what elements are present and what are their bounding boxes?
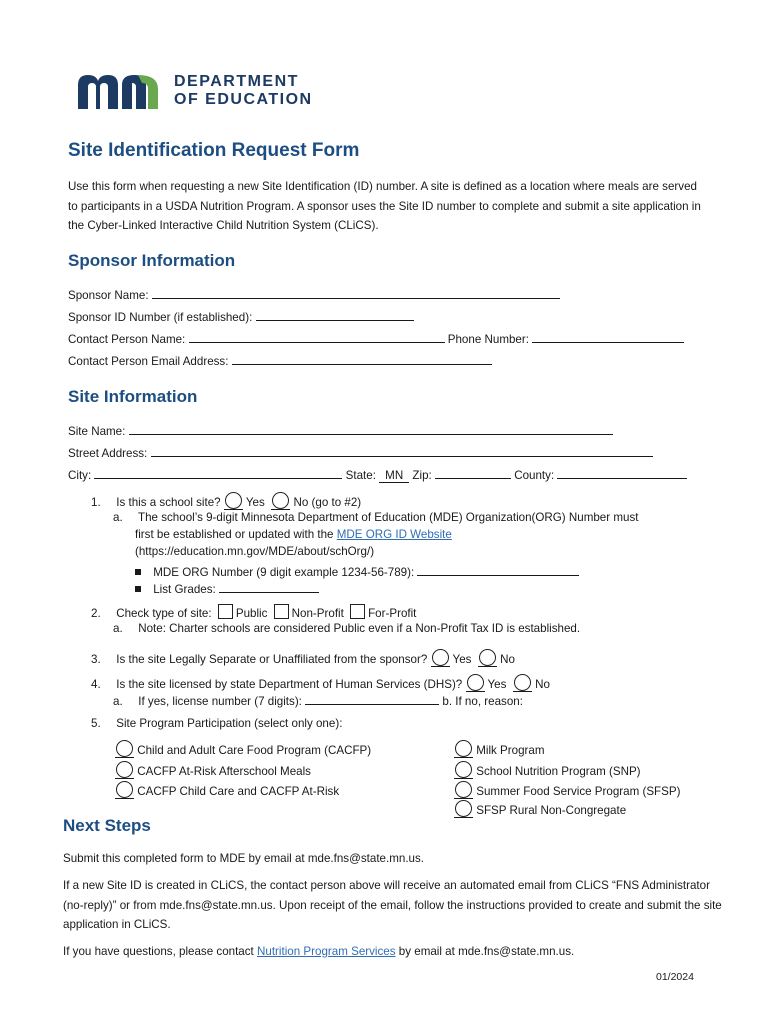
q5-row — [91, 717, 342, 730]
site-name-label: Site Name: — [68, 425, 126, 438]
cacfp-atrisk-label: CACFP At-Risk Afterschool Meals — [137, 765, 311, 778]
q1-no-label: No (go to #2) — [293, 496, 362, 509]
program-option — [115, 740, 371, 758]
contact-name-label: Contact Person Name: — [68, 333, 186, 346]
state-field[interactable]: MN — [379, 469, 409, 483]
program-option — [454, 740, 545, 758]
q1a-row3 — [135, 545, 374, 558]
next-p2: If a new Site ID is created in CLiCS, the contact person above will receive an automated email from CLiCS “FNS Administrator (no-reply)” or from mde.fns@state.mn.us. Upon receipt of the email, follow the instructions provided to create and submit the site application in CLiCS. — [63, 879, 722, 931]
program-option — [454, 781, 680, 799]
q1-yes-radio[interactable] — [225, 492, 242, 509]
q1-bullet2-row — [135, 580, 319, 596]
program-option — [115, 781, 339, 799]
q1a-row — [113, 511, 638, 524]
q1-text: Is this a school site? — [116, 496, 221, 509]
q4a-letter: a. — [113, 695, 123, 708]
reason-label: b. If no, reason: — [442, 695, 523, 708]
q2a-text: Note: Charter schools are considered Public even if a Non-Profit Tax ID is established. — [138, 622, 581, 635]
street-label: Street Address: — [68, 447, 148, 460]
q4-yes-label: Yes — [487, 678, 507, 691]
sponsor-name-field[interactable] — [152, 286, 560, 299]
public-checkbox[interactable] — [218, 604, 233, 619]
snp-radio[interactable] — [455, 761, 472, 778]
city-row — [68, 466, 687, 483]
city-field[interactable] — [94, 466, 342, 479]
sponsor-heading: Sponsor Information — [68, 251, 236, 270]
contact-email-row — [68, 352, 492, 368]
q2-number: 2. — [91, 607, 101, 620]
q4-no-label: No — [535, 678, 550, 691]
q5-text: Site Program Participation (select only one): — [116, 717, 343, 730]
q3-yes-radio[interactable] — [432, 649, 449, 666]
q4-yes-radio[interactable] — [467, 674, 484, 691]
cacfp-childcare-radio[interactable] — [116, 781, 133, 798]
q1-number: 1. — [91, 496, 101, 509]
public-label: Public — [235, 607, 268, 620]
county-label: County: — [514, 469, 555, 482]
grades-label: List Grades: — [153, 583, 216, 596]
form-date: 01/2024 — [656, 971, 694, 983]
site-heading: Site Information — [68, 387, 198, 406]
q2a-row — [113, 622, 580, 635]
q3-text: Is the site Legally Separate or Unaffiliated from the sponsor? — [116, 653, 428, 666]
q1-no-radio[interactable] — [272, 492, 289, 509]
org-number-field[interactable] — [417, 563, 579, 576]
city-label: City: — [68, 469, 92, 482]
q1-yes-label: Yes — [245, 496, 265, 509]
cacfp-atrisk-radio[interactable] — [116, 761, 133, 778]
q1a-text2: first be established or updated with the — [135, 528, 334, 541]
q1-bullet1-row — [135, 563, 579, 579]
contact-name-field[interactable] — [189, 330, 445, 343]
mn-logo-icon — [76, 71, 160, 111]
site-name-row — [68, 422, 613, 438]
q1a-letter: a. — [113, 511, 123, 524]
milk-label: Milk Program — [476, 744, 545, 757]
sfsp-radio[interactable] — [455, 781, 472, 798]
forprofit-checkbox[interactable] — [350, 604, 365, 619]
form-title: Site Identification Request Form — [68, 140, 360, 161]
sfsp-label: Summer Food Service Program (SFSP) — [476, 785, 681, 798]
q3-number: 3. — [91, 653, 101, 666]
intro-paragraph: Use this form when requesting a new Site Identification (ID) number. A site is defined as a location where meals are served to participants in a USDA Nutrition Program. A sponsor uses the Site ID number to complete and submit a site application in the Cyber-Linked Interactive Child Nutrition System (CLiCS). — [68, 180, 701, 232]
q3-row — [91, 649, 515, 667]
forprofit-label: For-Profit — [368, 607, 417, 620]
org-number-label: MDE ORG Number (9 digit example 1234-56-789): — [153, 566, 415, 579]
sponsor-id-row — [68, 308, 414, 324]
nonprofit-label: Non-Profit — [291, 607, 344, 620]
q5-number: 5. — [91, 717, 101, 730]
q4-row — [91, 674, 550, 692]
nutrition-services-link[interactable]: Nutrition Program Services — [257, 945, 396, 958]
q1a-row2 — [135, 528, 452, 541]
state-label: State: — [345, 469, 376, 482]
street-field[interactable] — [151, 444, 653, 457]
q1a-text1: The school’s 9-digit Minnesota Department of Education (MDE) Organization(ORG) Number must — [138, 511, 639, 524]
q2-text: Check type of site: — [116, 607, 212, 620]
q2-row — [91, 604, 416, 620]
street-row — [68, 444, 653, 460]
next-p3-post: by email at mde.fns@state.mn.us. — [398, 945, 575, 958]
phone-label: Phone Number: — [447, 333, 529, 346]
sfsp-rural-radio[interactable] — [455, 800, 472, 817]
q3-no-label: No — [500, 653, 515, 666]
phone-field[interactable] — [532, 330, 684, 343]
bullet-icon — [135, 586, 141, 592]
q4-text: Is the site licensed by state Department of Human Services (DHS)? — [116, 678, 463, 691]
cacfp-radio[interactable] — [116, 740, 133, 757]
dept-line1: DEPARTMENT — [174, 73, 299, 90]
sponsor-id-field[interactable] — [256, 308, 414, 321]
bullet-icon — [135, 569, 141, 575]
q1a-url-text: (https://education.mn.gov/MDE/about/schOrg/) — [135, 545, 375, 558]
mde-logo — [76, 70, 313, 112]
q4-number: 4. — [91, 678, 101, 691]
program-option — [454, 761, 641, 779]
q4-no-radio[interactable] — [514, 674, 531, 691]
next-p3-pre: If you have questions, please contact — [63, 945, 254, 958]
license-field[interactable] — [305, 692, 439, 705]
next-p3 — [63, 942, 703, 962]
program-option — [115, 761, 311, 779]
zip-field[interactable] — [435, 466, 511, 479]
sponsor-name-row — [68, 286, 560, 302]
mde-org-id-link[interactable]: MDE ORG ID Website — [336, 528, 452, 541]
department-name — [174, 73, 313, 109]
grades-field[interactable] — [219, 580, 319, 593]
q4a-row — [113, 692, 523, 708]
next-steps-heading: Next Steps — [63, 816, 151, 835]
county-field[interactable] — [557, 466, 687, 479]
sfsp-rural-label: SFSP Rural Non-Congregate — [476, 804, 627, 817]
license-label: If yes, license number (7 digits): — [138, 695, 302, 708]
q3-yes-label: Yes — [452, 653, 472, 666]
site-name-field[interactable] — [129, 422, 613, 435]
nonprofit-checkbox[interactable] — [274, 604, 289, 619]
next-p1: Submit this completed form to MDE by email at mde.fns@state.mn.us. — [63, 852, 425, 865]
q1-row — [91, 492, 361, 510]
program-option — [454, 800, 626, 818]
contact-email-label: Contact Person Email Address: — [68, 355, 229, 368]
sponsor-id-label: Sponsor ID Number (if established): — [68, 311, 253, 324]
milk-radio[interactable] — [455, 740, 472, 757]
q2a-letter: a. — [113, 622, 123, 635]
dept-line2: OF EDUCATION — [174, 91, 313, 108]
contact-email-field[interactable] — [232, 352, 492, 365]
q3-no-radio[interactable] — [479, 649, 496, 666]
zip-label: Zip: — [412, 469, 432, 482]
snp-label: School Nutrition Program (SNP) — [476, 765, 641, 778]
contact-row — [68, 330, 684, 346]
sponsor-name-label: Sponsor Name: — [68, 289, 149, 302]
cacfp-childcare-label: CACFP Child Care and CACFP At-Risk — [137, 785, 340, 798]
cacfp-label: Child and Adult Care Food Program (CACFP) — [137, 744, 372, 757]
